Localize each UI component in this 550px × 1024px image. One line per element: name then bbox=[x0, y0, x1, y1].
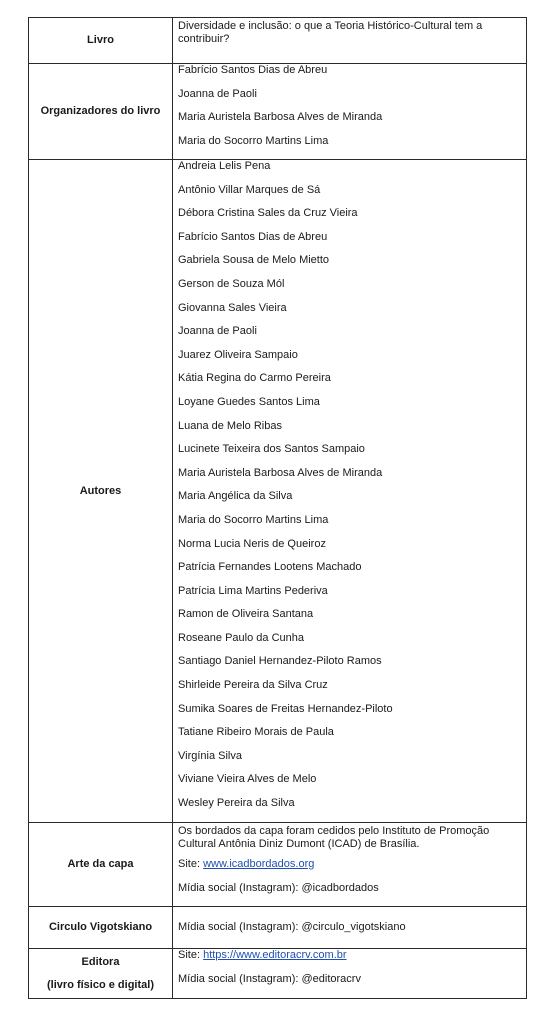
author-name: Maria do Socorro Martins Lima bbox=[178, 513, 329, 526]
row-livro bbox=[29, 18, 527, 64]
icad-site-link[interactable]: www.icadbordados.org bbox=[203, 858, 315, 870]
book-title: Diversidade e inclusão: o que a Teoria Histórico-Cultural tem a contribuir? bbox=[178, 20, 483, 45]
label-editora-line2: (livro físico e digital) bbox=[47, 978, 154, 991]
row-editora bbox=[29, 949, 527, 999]
editora-social: Mídia social (Instagram): @editoracrv bbox=[178, 972, 361, 985]
cover-art-description: Os bordados da capa foram cedidos pelo Instituto de Promoção Cultural Antônia Diniz Dumont (ICAD) de Brasília. bbox=[178, 825, 490, 850]
book-metadata-table bbox=[28, 17, 527, 999]
author-name: Sumika Soares de Freitas Hernandez-Piloto bbox=[178, 702, 393, 715]
author-name: Gabriela Sousa de Melo Mietto bbox=[178, 254, 330, 267]
author-name: Wesley Pereira da Silva bbox=[178, 797, 295, 810]
author-name: Santiago Daniel Hernandez-Piloto Ramos bbox=[178, 655, 382, 668]
author-name: Roseane Paulo da Cunha bbox=[178, 631, 304, 644]
author-name: Lucinete Teixeira dos Santos Sampaio bbox=[178, 443, 365, 456]
author-name: Gerson de Souza Mól bbox=[178, 277, 285, 290]
authors-list bbox=[178, 160, 522, 821]
editora-site-link[interactable]: https://www.editoracrv.com.br bbox=[203, 949, 347, 961]
label-autores: Autores bbox=[29, 160, 173, 823]
author-name: Antônio Villar Marques de Sá bbox=[178, 183, 321, 196]
label-organizadores: Organizadores do livro bbox=[29, 64, 173, 160]
row-organizadores bbox=[29, 64, 527, 160]
label-editora-line1: Editora bbox=[81, 955, 120, 968]
label-editora bbox=[29, 949, 173, 999]
organizer-name: Joanna de Paoli bbox=[178, 87, 257, 100]
label-circulo-vigotskiano: Circulo Vigotskiano bbox=[29, 907, 173, 949]
author-name: Patrícia Fernandes Lootens Machado bbox=[178, 561, 362, 574]
label-livro: Livro bbox=[29, 18, 173, 64]
author-name: Shirleide Pereira da Silva Cruz bbox=[178, 679, 328, 692]
author-name: Virgínia Silva bbox=[178, 749, 242, 762]
author-name: Andreia Lelis Pena bbox=[178, 160, 271, 172]
author-name: Fabrício Santos Dias de Abreu bbox=[178, 230, 328, 243]
author-name: Tatiane Ribeiro Morais de Paula bbox=[178, 726, 334, 739]
author-name: Joanna de Paoli bbox=[178, 325, 257, 338]
row-arte-da-capa bbox=[29, 823, 527, 907]
author-name: Ramon de Oliveira Santana bbox=[178, 608, 314, 621]
editora-site: Site: https://www.editoracrv.com.br bbox=[178, 949, 347, 961]
organizer-name: Maria Auristela Barbosa Alves de Miranda bbox=[178, 111, 383, 124]
author-name: Maria Angélica da Silva bbox=[178, 490, 293, 503]
circulo-social: Mídia social (Instagram): @circulo_vigotskiano bbox=[178, 921, 406, 933]
organizers-list bbox=[178, 64, 522, 158]
label-arte-da-capa: Arte da capa bbox=[29, 823, 173, 907]
author-name: Giovanna Sales Vieira bbox=[178, 301, 287, 314]
author-name: Luana de Melo Ribas bbox=[178, 419, 282, 432]
author-name: Norma Lucia Neris de Queiroz bbox=[178, 537, 326, 550]
row-circulo-vigotskiano bbox=[29, 907, 527, 949]
cover-art-site: Site: www.icadbordados.org bbox=[178, 858, 315, 870]
cover-art-social: Mídia social (Instagram): @icadbordados bbox=[178, 881, 379, 894]
author-name: Loyane Guedes Santos Lima bbox=[178, 395, 320, 408]
author-name: Maria Auristela Barbosa Alves de Miranda bbox=[178, 466, 383, 479]
author-name: Kátia Regina do Carmo Pereira bbox=[178, 372, 331, 385]
author-name: Viviane Vieira Alves de Melo bbox=[178, 773, 317, 786]
row-autores bbox=[29, 160, 527, 823]
author-name: Juarez Oliveira Sampaio bbox=[178, 348, 298, 361]
author-name: Débora Cristina Sales da Cruz Vieira bbox=[178, 207, 358, 220]
organizer-name: Fabrício Santos Dias de Abreu bbox=[178, 64, 328, 76]
author-name: Patrícia Lima Martins Pederiva bbox=[178, 584, 328, 597]
organizer-name: Maria do Socorro Martins Lima bbox=[178, 134, 329, 147]
